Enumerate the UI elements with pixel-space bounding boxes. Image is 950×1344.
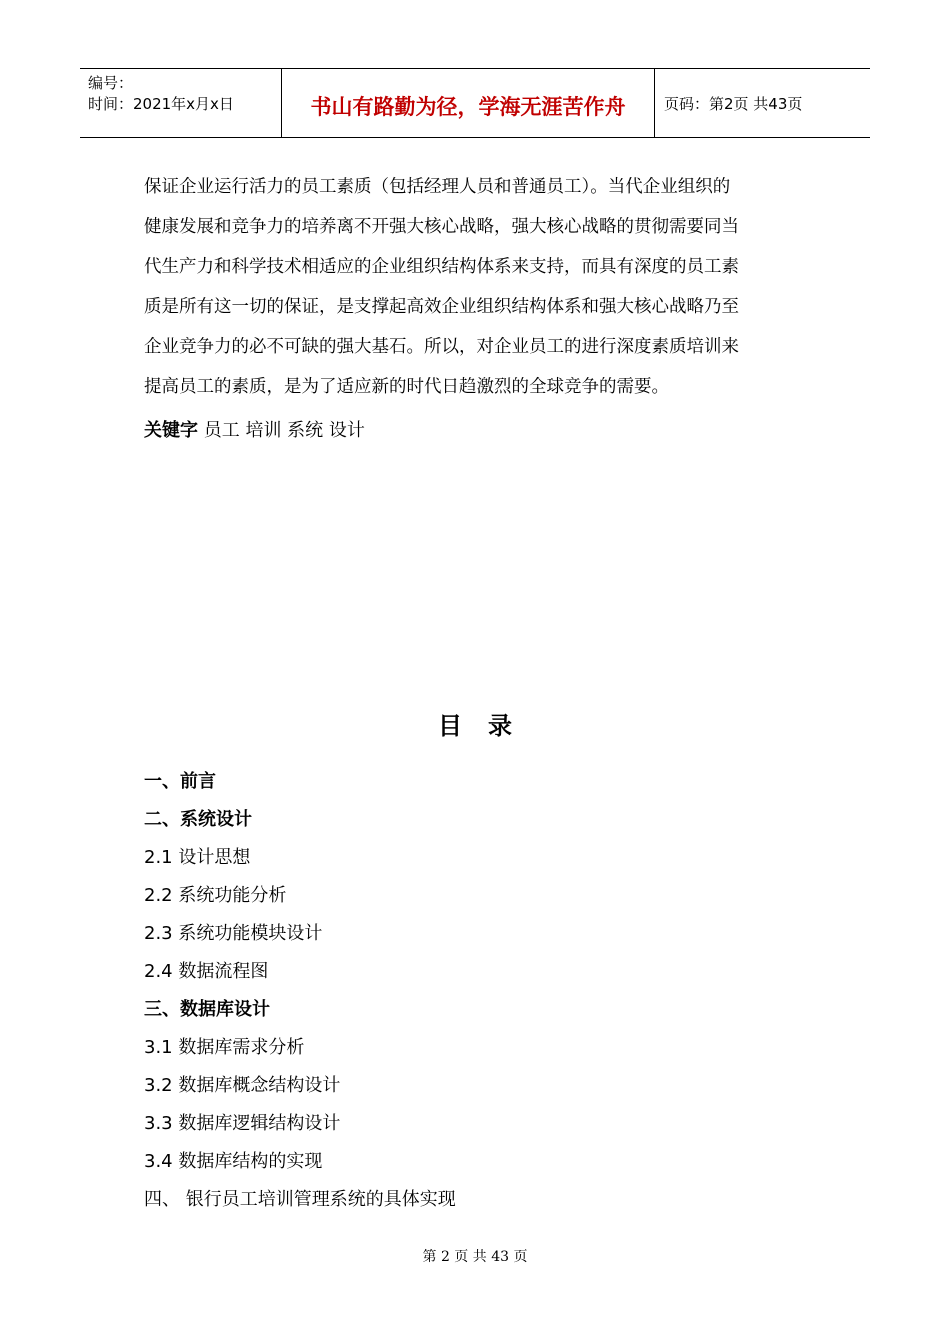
keywords-values: 员工 培训 系统 设计 xyxy=(203,420,365,441)
header-motto-cell xyxy=(281,69,655,137)
keywords-line xyxy=(144,416,365,442)
page-footer: 第 2 页 共 43 页 xyxy=(422,1249,528,1265)
abstract-line: 企业竞争力的必不可缺的强大基石。所以，对企业员工的进行深度素质培训来 xyxy=(144,337,739,357)
toc-item: 一、前言 xyxy=(144,771,216,792)
number-label: 编号： xyxy=(88,74,134,92)
abstract-line: 提高员工的素质，是为了适应新的时代日趋激烈的全球竞争的需要。 xyxy=(144,377,669,397)
toc-item: 3.3 数据库逻辑结构设计 xyxy=(144,1113,341,1134)
page-info: 页码：第2页 共43页 xyxy=(664,95,803,113)
toc-item: 2.2 系统功能分析 xyxy=(144,885,287,906)
keywords-label: 关键字 xyxy=(144,420,198,441)
toc-item: 3.1 数据库需求分析 xyxy=(144,1037,305,1058)
header-meta-cell xyxy=(80,69,280,137)
toc-item: 四、 银行员工培训管理系统的具体实现 xyxy=(144,1189,456,1210)
toc-item: 2.4 数据流程图 xyxy=(144,961,269,982)
abstract-line: 健康发展和竞争力的培养离不开强大核心战略，强大核心战略的贯彻需要同当 xyxy=(144,217,739,237)
table-of-contents xyxy=(144,765,456,1221)
toc-item: 2.3 系统功能模块设计 xyxy=(144,923,323,944)
abstract-line: 质是所有这一切的保证，是支撑起高效企业组织结构体系和强大核心战略乃至 xyxy=(144,297,739,317)
motto-text: 书山有路勤为径，学海无涯苦作舟 xyxy=(310,95,626,119)
page-header xyxy=(80,68,870,138)
toc-item: 三、数据库设计 xyxy=(144,999,270,1020)
toc-item: 2.1 设计思想 xyxy=(144,847,251,868)
abstract-line: 保证企业运行活力的员工素质（包括经理人员和普通员工）。当代企业组织的 xyxy=(144,177,731,197)
toc-title: 目录 xyxy=(438,712,538,740)
header-page-cell xyxy=(655,69,870,137)
toc-item: 二、系统设计 xyxy=(144,809,252,830)
time-label: 时间：2021年x月x日 xyxy=(88,95,234,113)
abstract-paragraph xyxy=(144,167,814,407)
toc-item: 3.4 数据库结构的实现 xyxy=(144,1151,323,1172)
toc-item: 3.2 数据库概念结构设计 xyxy=(144,1075,341,1096)
abstract-line: 代生产力和科学技术相适应的企业组织结构体系来支持，而具有深度的员工素 xyxy=(144,257,739,277)
